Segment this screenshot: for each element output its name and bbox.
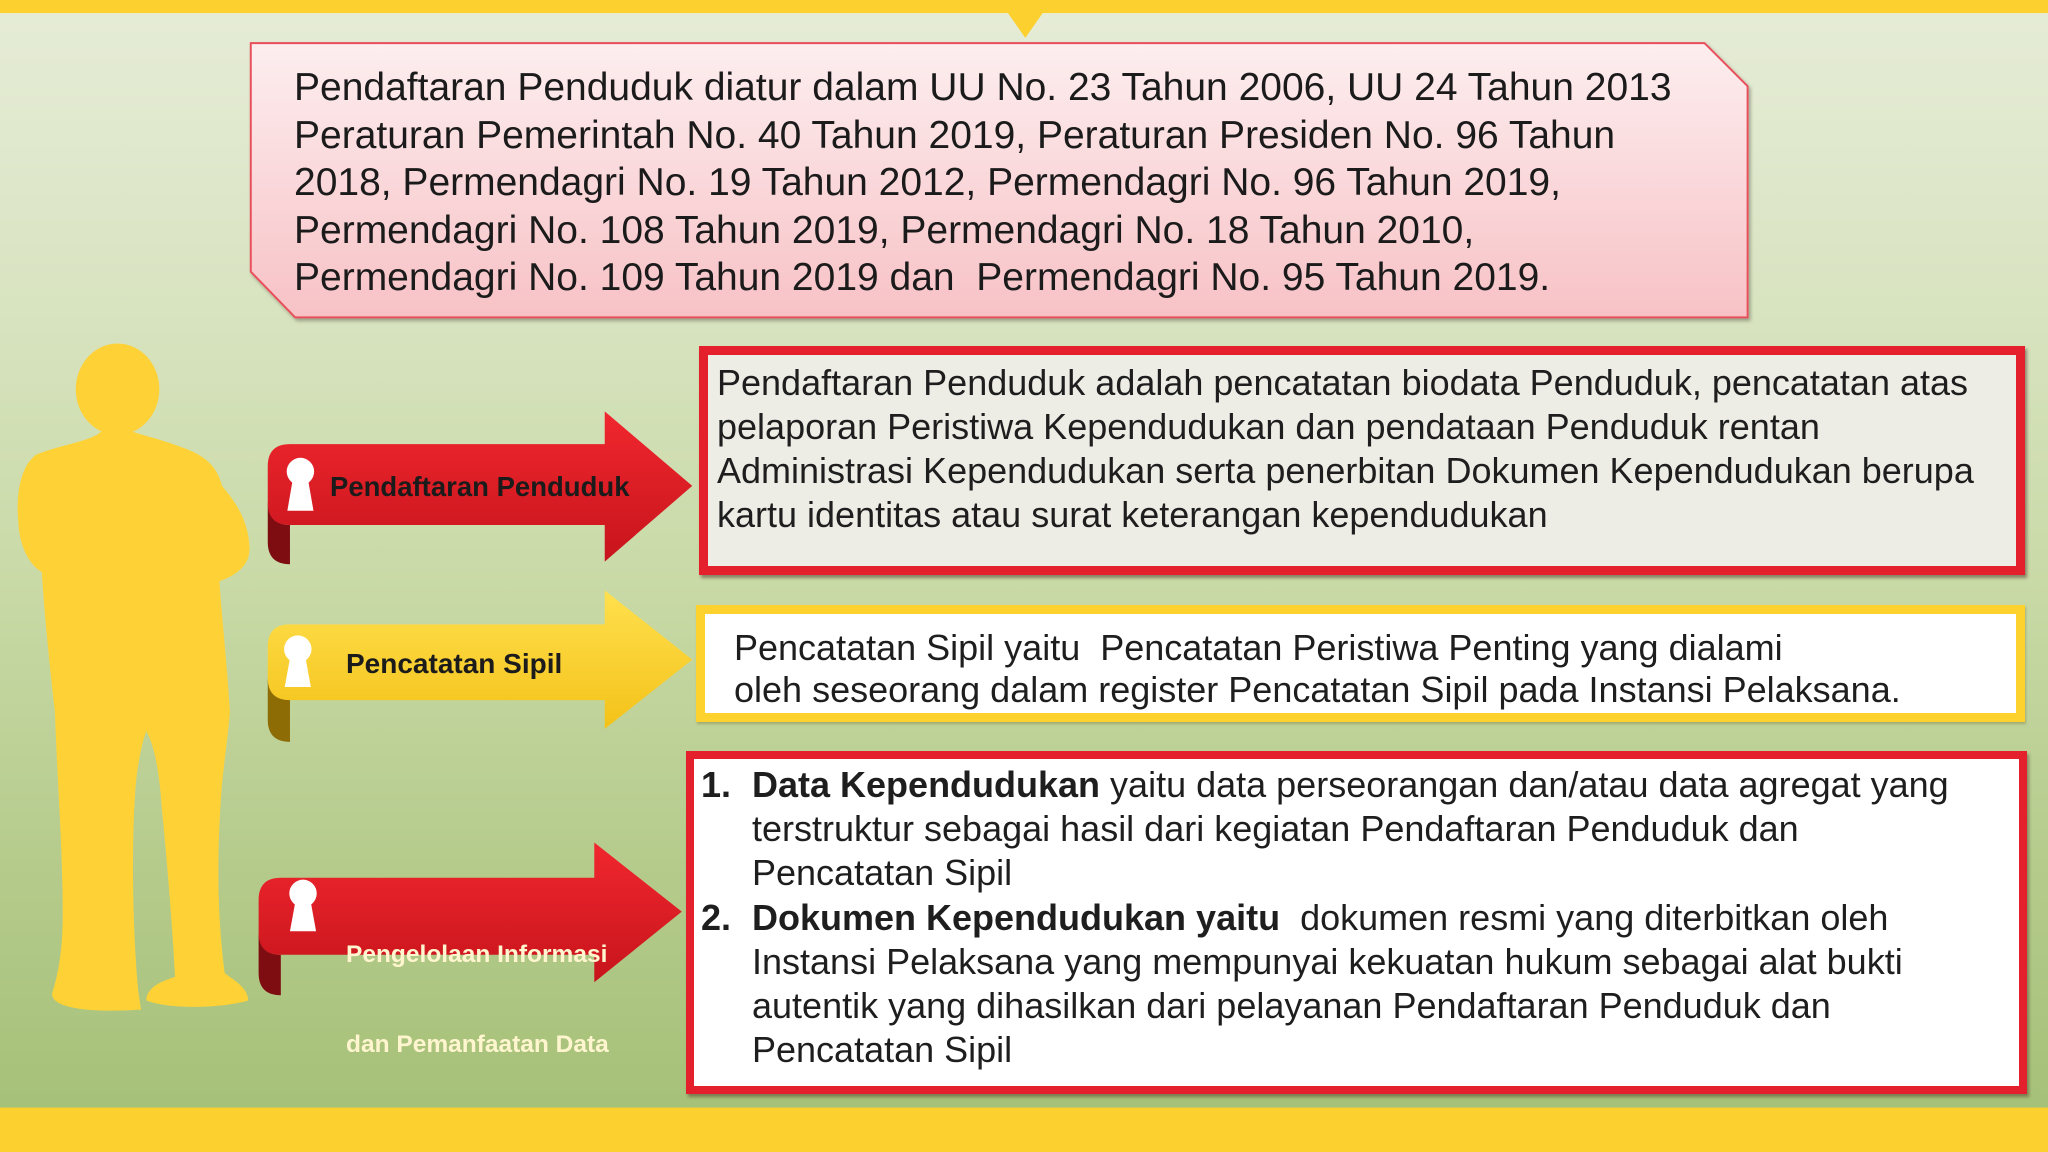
definition-box-pendaftaran-penduduk [699,346,2025,575]
definition-line: Pendaftaran Penduduk adalah pencatatan biodata Penduduk, pencatatan atas [717,362,1969,403]
definition-line: pelaporan Peristiwa Kependudukan dan pendataan Penduduk rentan [717,406,1820,447]
ribbon-label-line: Pengelolaan Informasi [346,941,608,968]
definition-term: Dokumen Kependudukan yaitu [752,896,1281,938]
definition-line: Pencatatan Sipil yaitu Pencatatan Peristiwa Penting yang dialami [734,627,1783,668]
legal-basis-line: Pendaftaran Penduduk diatur dalam UU No. 23 Tahun 2006, UU 24 Tahun 2013 [294,66,1672,109]
definition-item [701,763,2019,896]
definition-term: Data Kependudukan [752,764,1101,805]
definition-body [752,896,2019,1073]
definition-text: yaitu data perseorangan dan/atau data agregat yang [1100,764,1949,805]
definition-box-pencatatan-sipil [696,605,2025,722]
person-silhouette [18,344,250,1011]
definition-item [701,896,2019,1073]
definition-line: oleh seseorang dalam register Pencatatan Sipil pada Instansi Pelaksana. [734,669,1901,710]
definition-line: terstruktur sebagai hasil dari kegiatan Pendaftaran Penduduk dan [752,808,1799,850]
definition-line: Instansi Pelaksana yang mempunyai kekuatan hukum sebagai alat bukti [752,940,1903,982]
definition-number: 1. [701,764,732,805]
definition-box-pengelolaan-informasi [686,751,2027,1094]
legal-basis-line: Permendagri No. 109 Tahun 2019 dan Permendagri No. 95 Tahun 2019. [294,256,1551,300]
silhouette-body [18,431,250,1011]
definition-line: kartu identitas atau surat keterangan kependudukan [717,494,1548,535]
ribbon-label-pendaftaran-penduduk: Pendaftaran Penduduk [330,471,630,502]
definition-number: 2. [701,896,732,938]
definition-line: Pencatatan Sipil [752,1029,1013,1071]
legal-basis-line: 2018, Permendagri No. 19 Tahun 2012, Permendagri No. 96 Tahun 2019, [294,161,1561,205]
definition-line: Administrasi Kependudukan serta penerbitan Dokumen Kependudukan berupa [717,450,1974,491]
definition-line [752,763,2019,807]
definition-body [752,763,2019,896]
definition-line [752,896,2019,940]
ribbon-label-pencatatan-sipil: Pencatatan Sipil [346,648,563,679]
definition-text: dokumen resmi yang diterbitkan oleh [1280,896,1889,938]
bottom-accent-bar [0,1108,2048,1152]
definition-line: Pencatatan Sipil [752,852,1013,894]
ribbon-label-line: dan Pemanfaatan Data [346,1031,609,1058]
top-notch [1007,12,1044,38]
legal-basis-line: Permendagri No. 108 Tahun 2019, Permendagri No. 18 Tahun 2010, [294,208,1475,252]
definition-line: autentik yang dihasilkan dari pelayanan Pendaftaran Penduduk dan [752,985,1831,1027]
ribbon-label-pengelolaan-informasi [346,880,609,1090]
legal-basis-line: Peraturan Pemerintah No. 40 Tahun 2019, Peraturan Presiden No. 96 Tahun [294,113,1616,157]
legal-basis-text [294,64,1672,302]
top-accent-bar [0,0,2048,13]
